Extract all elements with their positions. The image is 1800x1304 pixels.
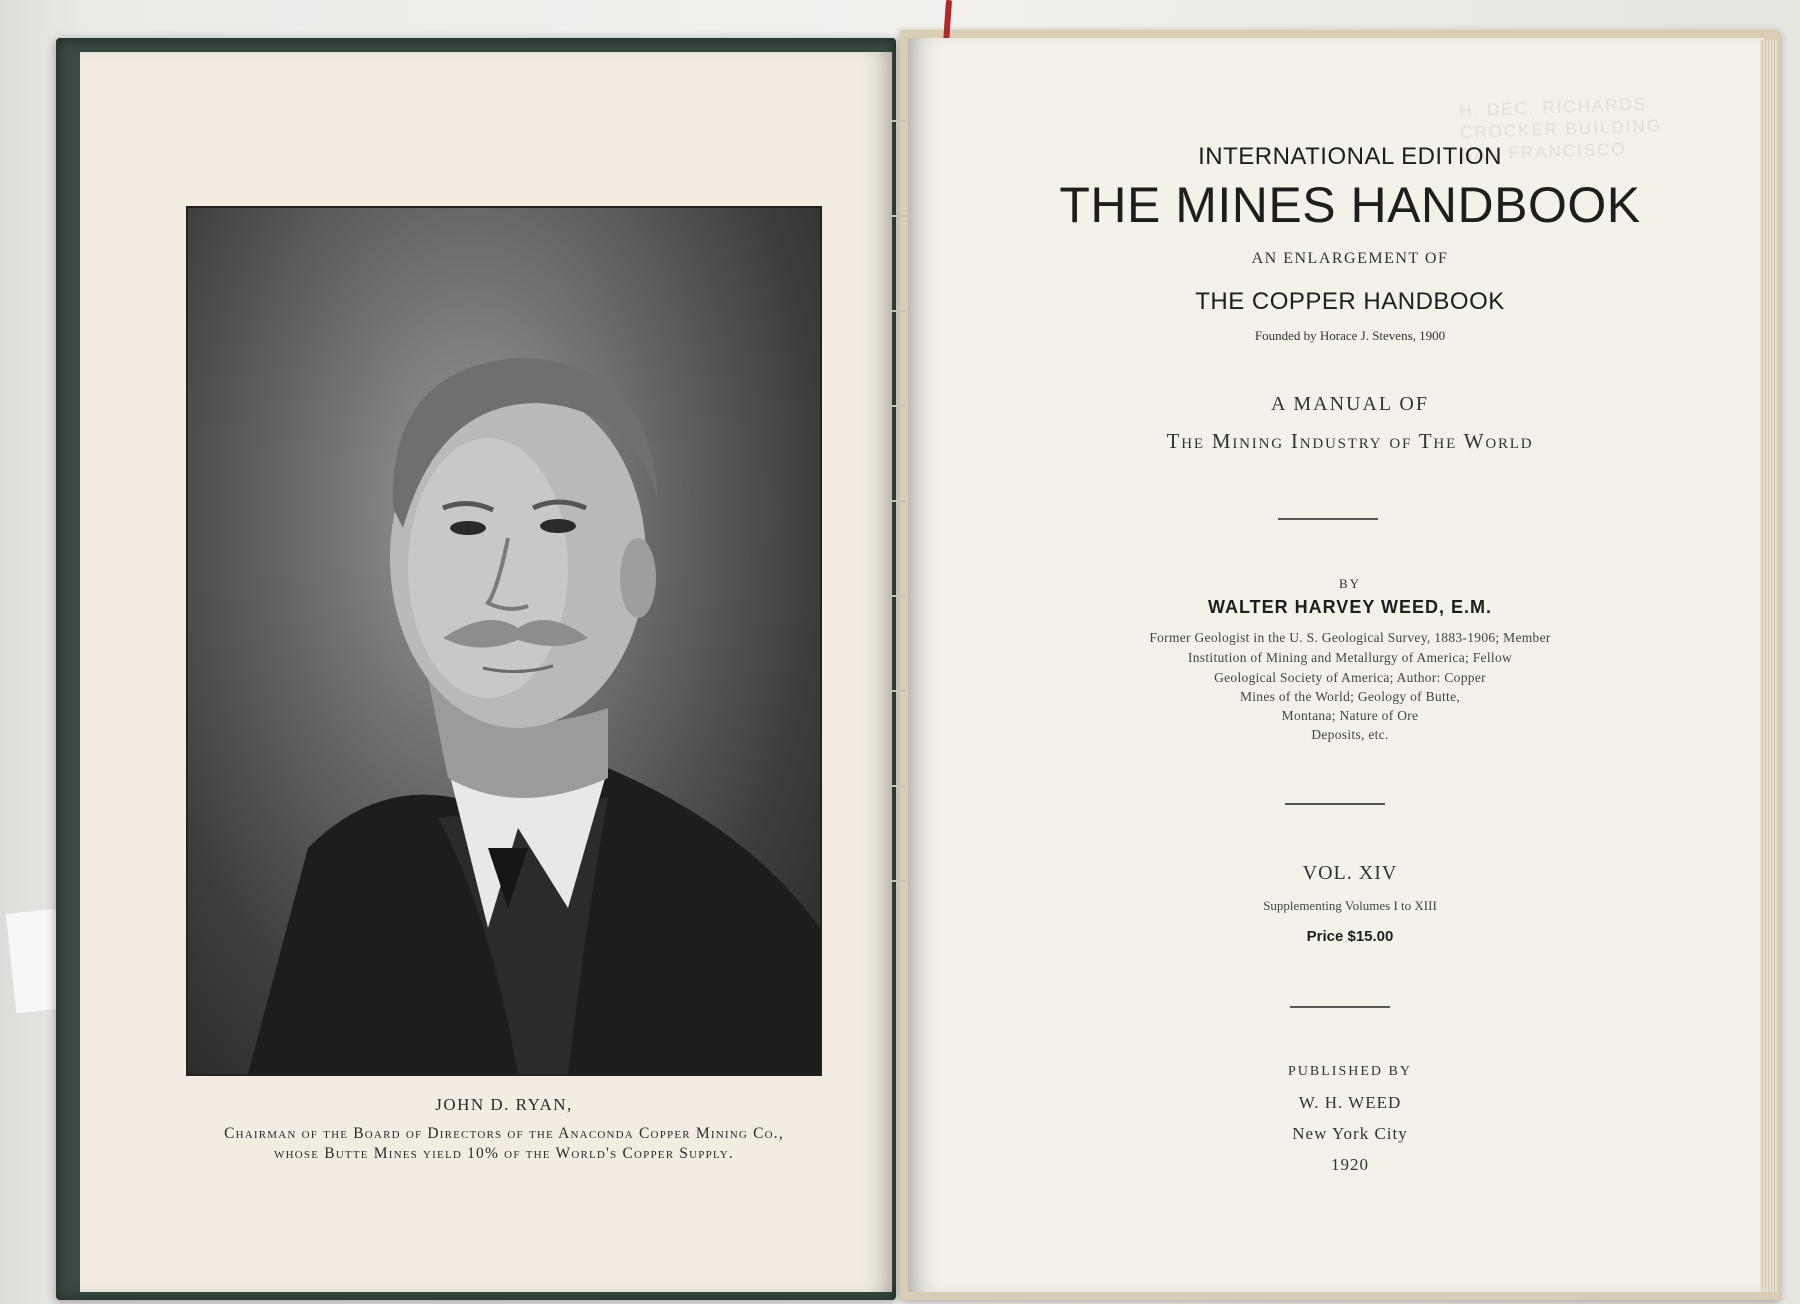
- by-line: BY: [1338, 576, 1362, 591]
- credential-line-3: Geological Society of America; Author: Copper: [1214, 670, 1486, 685]
- credential-line-1: Former Geologist in the U. S. Geological Survey, 1883-1906; Member: [1149, 630, 1551, 645]
- portrait-illustration: [188, 208, 820, 1074]
- supplementing-line: Supplementing Volumes I to XIII: [1263, 898, 1437, 913]
- author-name: WALTER HARVEY WEED, E.M.: [1207, 597, 1493, 617]
- caption-line-1: Chairman of the Board of Directors of the Anaconda Copper Mining Co.,: [224, 1125, 784, 1142]
- divider-rule-2: [1285, 803, 1385, 805]
- edition-heading: INTERNATIONAL EDITION: [1198, 143, 1502, 170]
- stamp-line-2: CROCKER BUILDING: [1459, 116, 1663, 143]
- publisher-city: New York City: [1292, 1124, 1408, 1143]
- divider-rule-1: [1278, 518, 1378, 520]
- publication-year: 1920: [1331, 1155, 1369, 1174]
- copper-handbook-title: THE COPPER HANDBOOK: [1195, 288, 1505, 315]
- credential-line-4: Mines of the World; Geology of Butte,: [1239, 689, 1461, 704]
- divider-rule-3: [1290, 1006, 1390, 1008]
- main-title: THE MINES HANDBOOK: [1059, 177, 1641, 233]
- published-by-line: PUBLISHED BY: [1288, 1064, 1412, 1079]
- stamp-line-3: SAN FRANCISCO: [1460, 139, 1627, 165]
- enlargement-line: AN ENLARGEMENT OF: [1251, 250, 1449, 267]
- founded-line: Founded by Horace J. Stevens, 1900: [1254, 328, 1446, 343]
- price-label: Price $15.00: [1306, 928, 1394, 945]
- portrait-photo: [186, 206, 822, 1076]
- credential-line-2: Institution of Mining and Metallurgy of America; Fellow: [1187, 650, 1513, 665]
- caption-name: JOHN D. RYAN,: [435, 1095, 573, 1114]
- binding-stitches: [892, 120, 908, 1020]
- credential-line-5: Montana; Nature of Ore: [1281, 708, 1419, 723]
- volume-label: VOL. XIV: [1302, 862, 1398, 884]
- page-edges: [1760, 40, 1778, 1292]
- manual-line: A MANUAL OF: [1271, 393, 1429, 415]
- caption-line-2: whose Butte Mines yield 10% of the World's Copper Supply.: [274, 1145, 734, 1162]
- credential-line-6: Deposits, etc.: [1311, 727, 1389, 742]
- stamp-line-1: H. DEC. RICHARDS: [1458, 94, 1648, 121]
- publisher-name: W. H. WEED: [1298, 1093, 1402, 1112]
- industry-line: The Mining Industry of The World: [1166, 429, 1534, 453]
